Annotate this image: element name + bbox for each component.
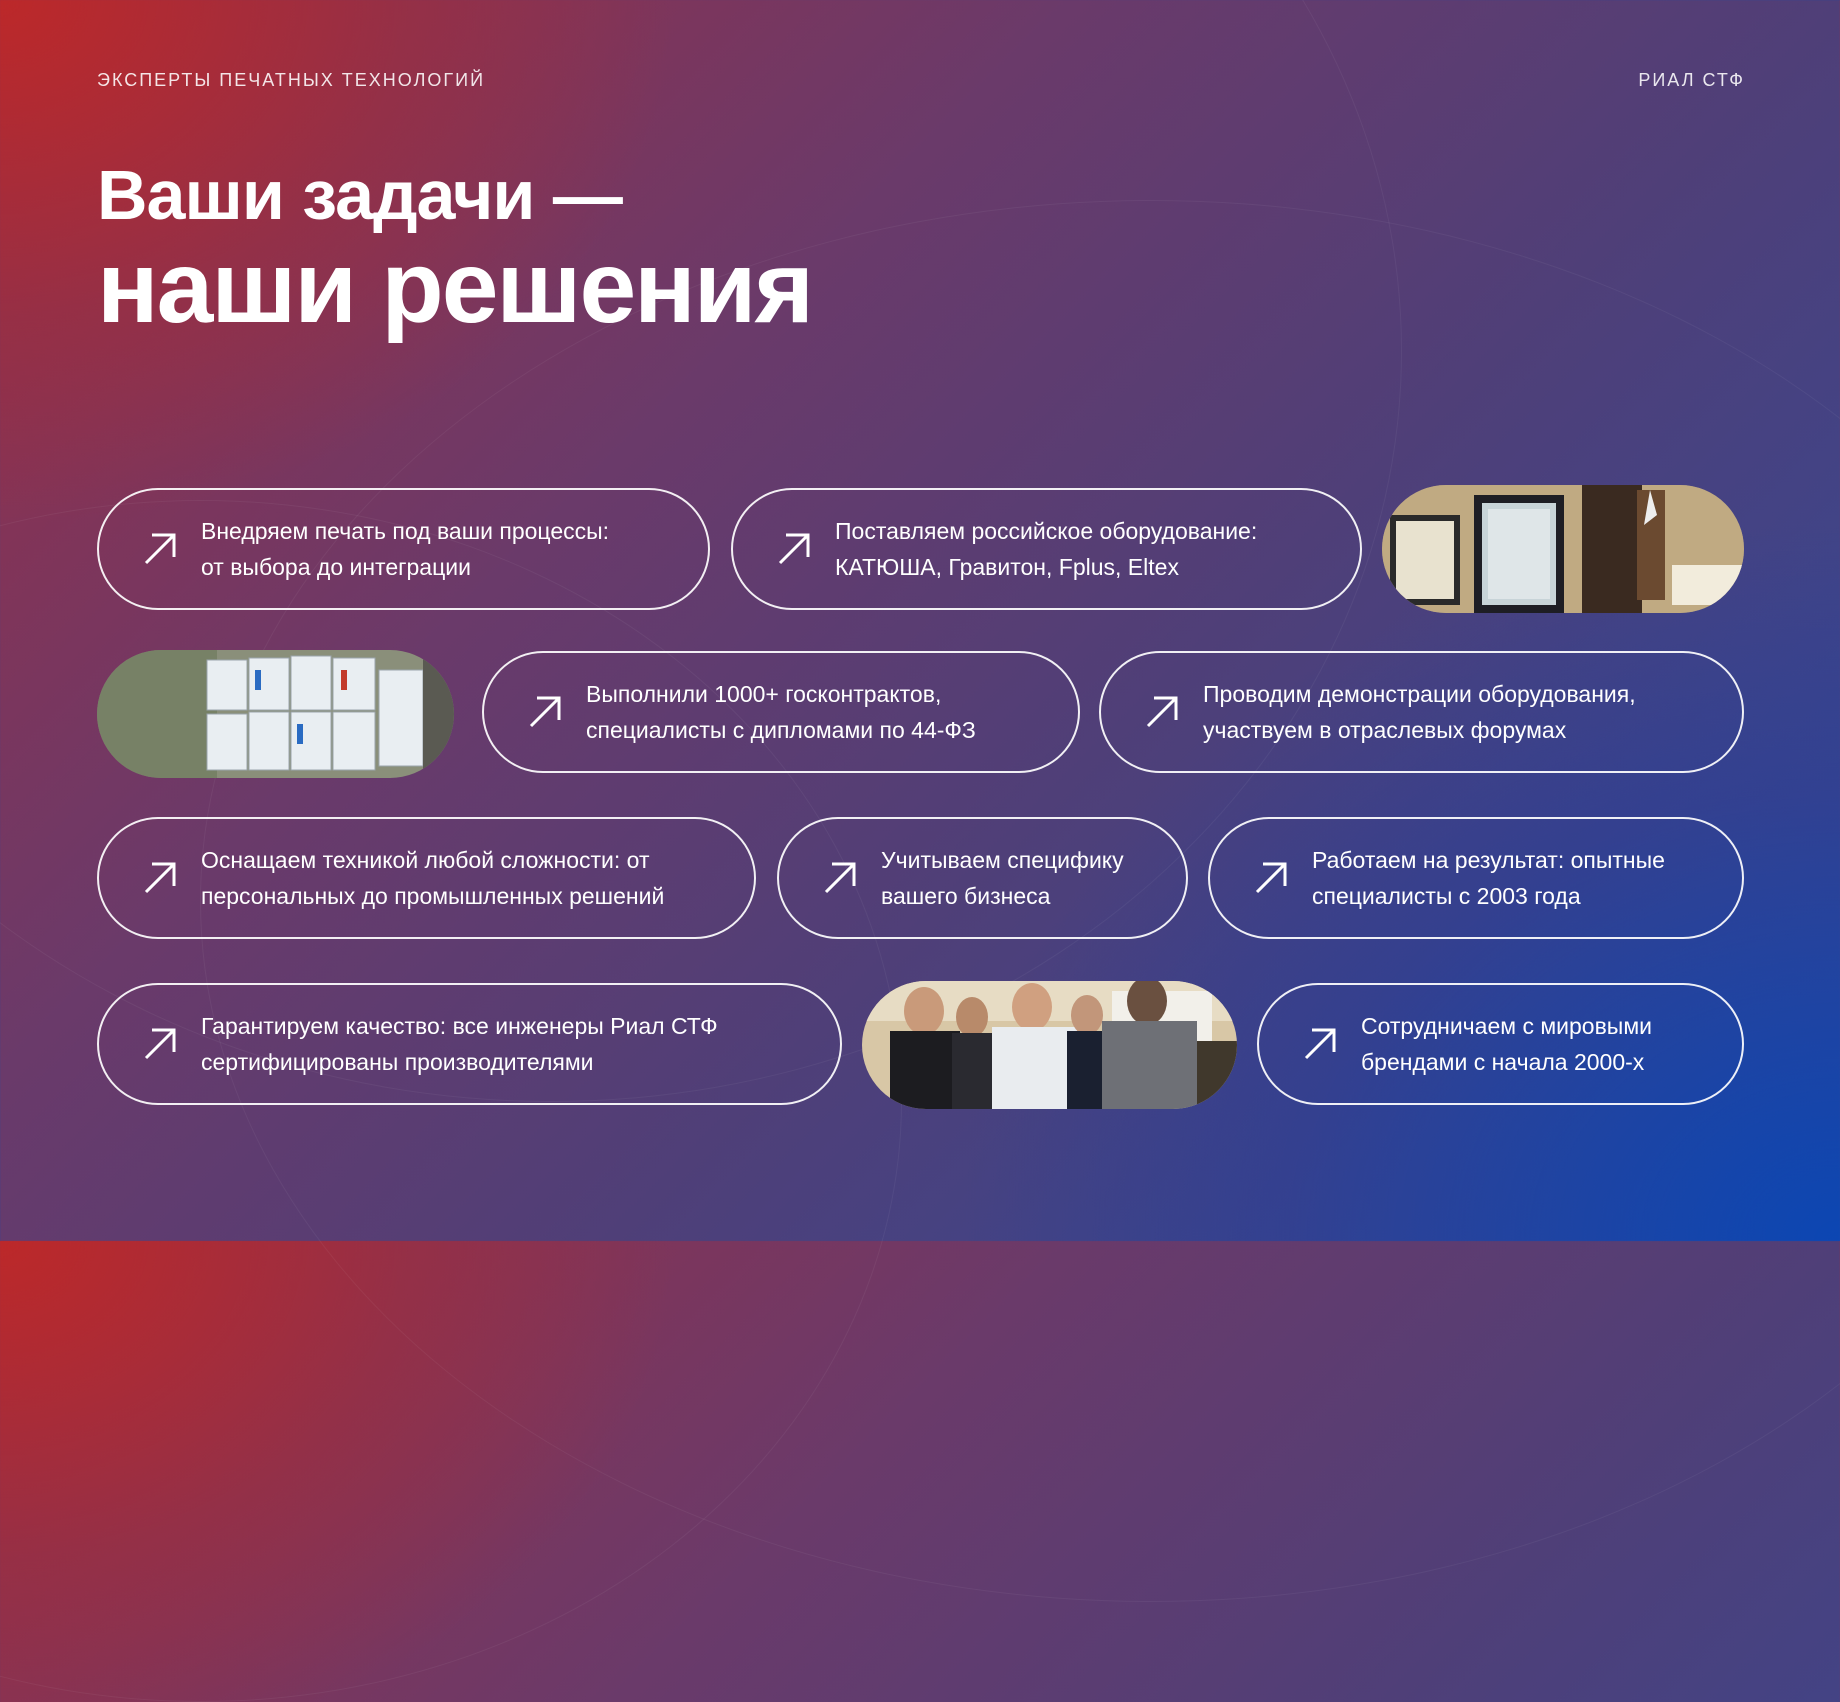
pill-text: Сотрудничаем с мировыми брендами с начала 2000-х xyxy=(1361,1013,1652,1075)
arrow-up-right-icon xyxy=(821,859,859,897)
solution-pill-global-brands[interactable] xyxy=(1257,983,1744,1105)
solution-pill-equipment-complexity[interactable] xyxy=(97,817,756,939)
arrow-up-right-icon xyxy=(1301,1025,1339,1063)
pill-text: Проводим демонстрации оборудования, участвуем в отраслевых форумах xyxy=(1203,681,1636,743)
pill-text: Учитываем специфику вашего бизнеса xyxy=(881,847,1124,909)
page-title-line1: Ваши задачи — xyxy=(97,156,622,234)
pill-text: Внедряем печать под ваши процессы: от выбора до интеграции xyxy=(201,518,610,580)
solution-pill-integration[interactable] xyxy=(97,488,710,610)
solution-pill-results[interactable] xyxy=(1208,817,1744,939)
solution-pill-quality[interactable] xyxy=(97,983,842,1105)
photo-team-meeting xyxy=(862,981,1237,1109)
solution-pill-demonstrations[interactable] xyxy=(1099,651,1744,773)
tagline: ЭКСПЕРТЫ ПЕЧАТНЫХ ТЕХНОЛОГИЙ xyxy=(97,70,486,90)
arrow-up-right-icon xyxy=(775,530,813,568)
arrow-up-right-icon xyxy=(141,530,179,568)
arrow-up-right-icon xyxy=(1143,693,1181,731)
photo-product-boxes xyxy=(97,650,454,778)
arrow-up-right-icon xyxy=(141,1025,179,1063)
pill-text: Работаем на результат: опытные специалисты с 2003 года xyxy=(1312,847,1665,909)
solution-pill-russian-equipment[interactable] xyxy=(731,488,1362,610)
arrow-up-right-icon xyxy=(1252,859,1290,897)
solution-pill-gov-contracts[interactable] xyxy=(482,651,1080,773)
pill-text: Поставляем российское оборудование: КАТЮША, Гравитон, Fplus, Eltex xyxy=(835,518,1258,580)
page-title-line2: наши решения xyxy=(97,230,813,344)
pill-text: Гарантируем качество: все инженеры Риал СТФ сертифицированы производителями xyxy=(201,1013,718,1075)
photo-awards-certificates xyxy=(1382,485,1744,613)
pill-text: Выполнили 1000+ госконтрактов, специалисты с дипломами по 44-ФЗ xyxy=(586,681,976,743)
arrow-up-right-icon xyxy=(141,859,179,897)
solution-pill-business-specifics[interactable] xyxy=(777,817,1188,939)
pill-text: Оснащаем техникой любой сложности: от персональных до промышленных решений xyxy=(201,847,665,909)
brand-label: РИАЛ СТФ xyxy=(1638,70,1745,90)
arrow-up-right-icon xyxy=(526,693,564,731)
